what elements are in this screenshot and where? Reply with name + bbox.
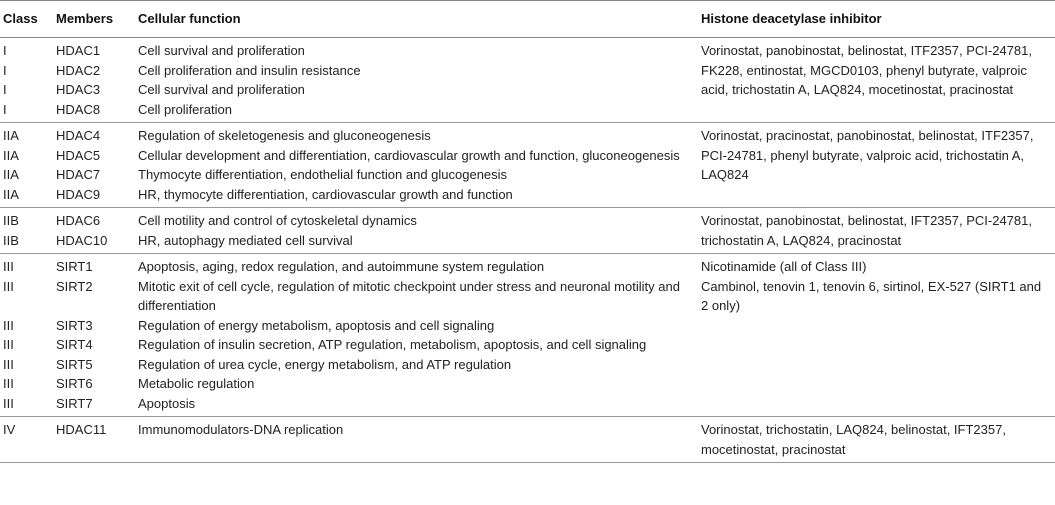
- member-cell: HDAC9: [56, 186, 101, 202]
- class-cell: I: [3, 43, 7, 58]
- member-cell: SIRT1: [56, 259, 93, 274]
- member-cell: HDAC2: [56, 62, 101, 78]
- function-cell: Cell survival and proliferation: [138, 82, 305, 97]
- member-cell: HDAC6: [56, 213, 101, 228]
- member-cell: HDAC3: [56, 82, 101, 97]
- class-cell: III: [3, 278, 14, 294]
- header-class: Class: [3, 11, 38, 27]
- header-members: Members: [56, 11, 114, 27]
- table-row: [0, 38, 1055, 61]
- member-cell: SIRT3: [56, 317, 93, 333]
- table-row: [0, 123, 1055, 146]
- inhibitor-cell: Vorinostat, pracinostat, panobinostat, belinostat, ITF2357, PCI-24781, phenyl butyrate, valproic acid, trichostatin A, LAQ824: [701, 128, 1034, 182]
- header-row: [0, 1, 1055, 38]
- member-cell: HDAC10: [56, 232, 108, 248]
- function-cell: Cell survival and proliferation: [138, 43, 305, 58]
- function-cell: Regulation of energy metabolism, apoptosis and cell signaling: [138, 317, 495, 333]
- member-cell: HDAC7: [56, 167, 101, 182]
- function-cell: Regulation of skeletogenesis and gluconeogenesis: [138, 128, 431, 143]
- function-cell: Regulation of urea cycle, energy metabolism, and ATP regulation: [138, 356, 512, 372]
- inhibitor-cell: Nicotinamide (all of Class III): [701, 259, 867, 274]
- member-cell: SIRT4: [56, 337, 93, 352]
- function-cell: Apoptosis: [138, 395, 196, 411]
- inhibitor-cell: Vorinostat, trichostatin, LAQ824, belinostat, IFT2357, mocetinostat, pracinostat: [701, 422, 1006, 457]
- function-cell: Mitotic exit of cell cycle, regulation of mitotic checkpoint under stress and neuronal motility and differentiation: [138, 278, 680, 313]
- member-cell: SIRT7: [56, 395, 93, 411]
- function-cell: HR, thymocyte differentiation, cardiovascular growth and function: [138, 186, 513, 202]
- function-cell: Cellular development and differentiation, cardiovascular growth and function, gluconeogenesis: [138, 147, 680, 163]
- inhibitor-cell: Cambinol, tenovin 1, tenovin 6, sirtinol, EX-527 (SIRT1 and 2 only): [701, 278, 1042, 313]
- function-cell: Thymocyte differentiation, endothelial function and glucogenesis: [138, 167, 508, 182]
- member-cell: HDAC8: [56, 101, 101, 117]
- member-cell: HDAC11: [56, 422, 107, 437]
- function-cell: Regulation of insulin secretion, ATP regulation, metabolism, apoptosis, and cell signaling: [138, 337, 647, 352]
- function-cell: Cell proliferation: [138, 101, 232, 117]
- class-cell: IIA: [3, 147, 19, 163]
- header-hdac-inhibitor: Histone deacetylase inhibitor: [701, 11, 882, 27]
- class-cell: I: [3, 62, 7, 78]
- table-row: [0, 417, 1055, 463]
- class-cell: III: [3, 395, 14, 411]
- member-cell: HDAC5: [56, 147, 101, 163]
- inhibitor-cell: Vorinostat, panobinostat, belinostat, IFT2357, PCI-24781, trichostatin A, LAQ824, pracinostat: [701, 213, 1032, 248]
- function-cell: Metabolic regulation: [138, 376, 255, 391]
- member-cell: SIRT2: [56, 278, 93, 294]
- class-cell: III: [3, 356, 14, 372]
- class-cell: IIA: [3, 167, 19, 182]
- class-cell: IIA: [3, 128, 19, 143]
- class-cell: III: [3, 337, 14, 352]
- function-cell: Apoptosis, aging, redox regulation, and autoimmune system regulation: [138, 259, 545, 274]
- member-cell: SIRT5: [56, 356, 93, 372]
- table-row: [0, 277, 1055, 316]
- class-cell: III: [3, 317, 14, 333]
- function-cell: Cell motility and control of cytoskeletal dynamics: [138, 213, 417, 228]
- class-cell: IV: [3, 422, 16, 437]
- class-cell: IIA: [3, 186, 19, 202]
- table-row: [0, 254, 1055, 277]
- class-cell: IIB: [3, 213, 19, 228]
- class-cell: III: [3, 376, 14, 391]
- function-cell: Cell proliferation and insulin resistance: [138, 62, 361, 78]
- inhibitor-cell: Vorinostat, panobinostat, belinostat, ITF2357, PCI-24781, FK228, entinostat, MGCD0103, phenyl butyrate, valproic acid, trichostatin A, LAQ824, mocetinostat, pracinostat: [701, 43, 1032, 97]
- class-cell: I: [3, 82, 7, 97]
- member-cell: HDAC1: [56, 43, 101, 58]
- member-cell: HDAC4: [56, 128, 101, 143]
- function-cell: HR, autophagy mediated cell survival: [138, 232, 353, 248]
- table-row: [0, 208, 1055, 231]
- class-cell: I: [3, 101, 7, 117]
- class-cell: III: [3, 259, 14, 274]
- member-cell: SIRT6: [56, 376, 93, 391]
- header-cellular-function: Cellular function: [138, 11, 241, 27]
- class-cell: IIB: [3, 232, 19, 248]
- function-cell: Immunomodulators-DNA replication: [138, 422, 344, 437]
